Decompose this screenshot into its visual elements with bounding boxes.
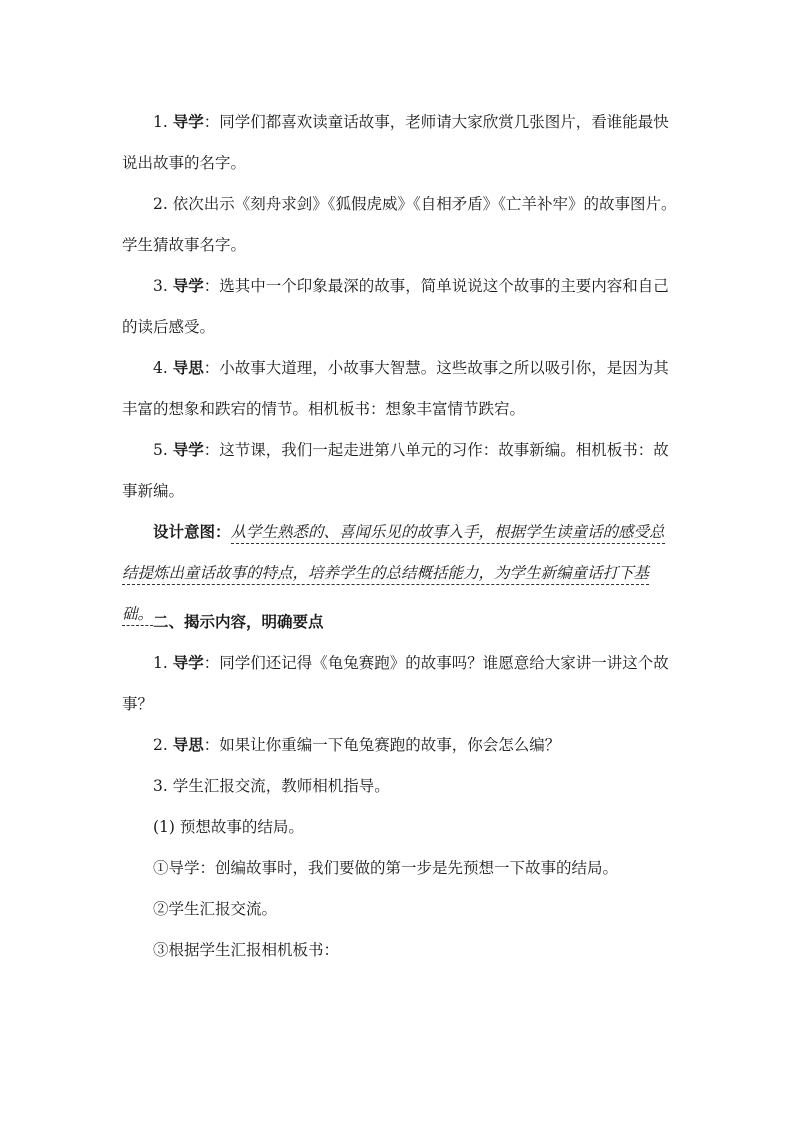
item-number: 4. <box>153 359 168 377</box>
item-separator: ： <box>203 277 220 295</box>
paragraph-5 <box>122 430 678 512</box>
item-label: 导学 <box>172 654 204 672</box>
item-text: 如果让你重编一下龟兔赛跑的故事，你会怎么编？ <box>219 736 561 754</box>
item-text: 这节课，我们一起走进第八单元的习作：故事新编。相机板书：故事新编。 <box>122 441 669 500</box>
section2-line-2: (1) 预想故事的结局。 <box>153 818 304 836</box>
item-text: 选其中一个印象最深的故事，简单说说这个故事的主要内容和自己的读后感受。 <box>122 277 669 336</box>
item-label: 导学 <box>172 441 204 459</box>
section2-line-5: ③根据学生汇报相机板书： <box>153 941 340 959</box>
item-text: 依次出示《刻舟求剑》《狐假虎威》《自相矛盾》《亡羊补牢》的故事图片。学生猜故事名字。 <box>122 195 677 254</box>
paragraph-4 <box>122 348 678 430</box>
item-text: 同学们还记得《龟兔赛跑》的故事吗？谁愿意给大家讲一讲这个故事？ <box>122 654 669 713</box>
section2-line-3: ①导学：创编故事时，我们要做的第一步是先预想一下故事的结局。 <box>153 859 619 877</box>
item-separator: ： <box>203 113 220 131</box>
item-separator: ： <box>203 654 220 672</box>
paragraph-3 <box>122 266 678 348</box>
item-text: 同学们都喜欢读童话故事，老师请大家欣赏几张图片，看谁能最快说出故事的名字。 <box>122 113 669 172</box>
design-intent-label: 设计意图： <box>153 523 231 541</box>
paragraph-1 <box>122 102 678 184</box>
item-text: 小故事大道理，小故事大智慧。这些故事之所以吸引你，是因为其丰富的想象和跌宕的情节。相机板书：想象丰富情节跌宕。 <box>122 359 669 418</box>
item-number: 3. <box>153 277 168 295</box>
section2-line-4: ②学生汇报交流。 <box>153 900 278 918</box>
section2-line-1: 3. 学生汇报交流，教师相机指导。 <box>153 777 390 795</box>
section2-item-2 <box>122 725 678 766</box>
item-separator: ： <box>203 441 220 459</box>
item-number: 1. <box>153 654 168 672</box>
design-intent-text: 从学生熟悉的、喜闻乐见的故事入手，根据学生读童话的感受总结提炼出童话故事的特点，培养学生的总结概括能力，为学生新编童话打下基础。 <box>122 523 665 626</box>
item-label: 导学 <box>172 277 204 295</box>
item-number: 5. <box>153 441 168 459</box>
paragraph-2 <box>122 184 678 266</box>
item-label: 导思 <box>172 736 204 754</box>
item-number: 1. <box>153 113 168 131</box>
item-separator: ： <box>203 359 220 377</box>
item-number: 2. <box>153 195 168 213</box>
item-number: 2. <box>153 736 168 754</box>
item-label: 导学 <box>172 113 204 131</box>
item-separator: ： <box>203 736 220 754</box>
section-heading: 二、揭示内容，明确要点 <box>153 613 324 631</box>
section2-item-1 <box>122 643 678 725</box>
item-label: 导思 <box>172 359 204 377</box>
